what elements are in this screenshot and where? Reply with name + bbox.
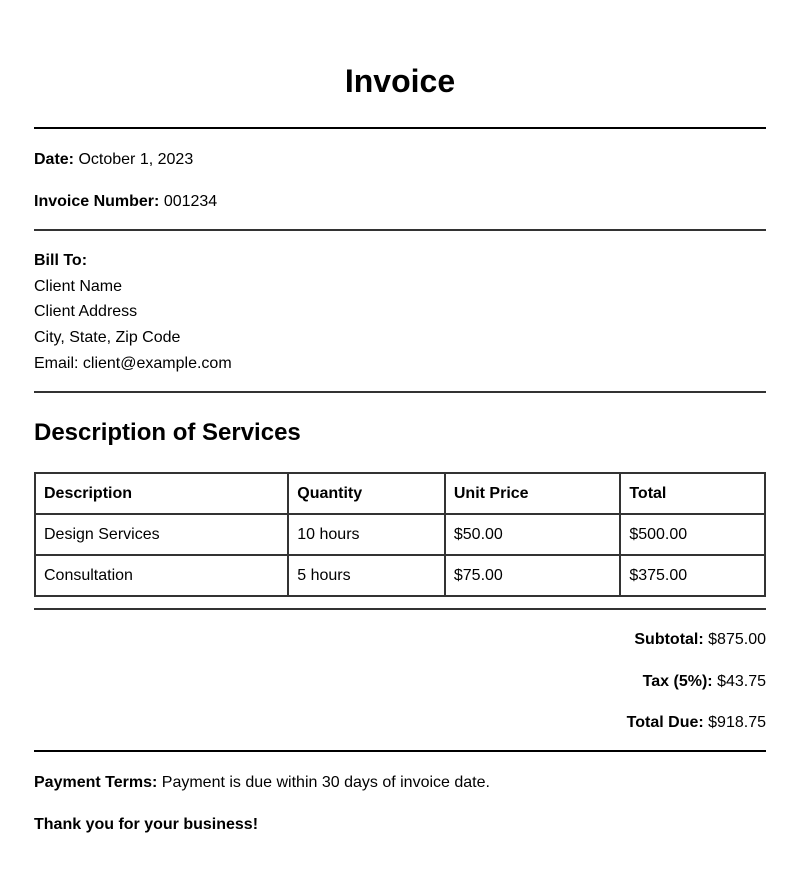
invoice-number-label: Invoice Number: [34, 193, 160, 210]
services-heading: Description of Services [34, 419, 301, 446]
bill-to-heading: Bill To: [34, 252, 88, 269]
tax-value: $43.75 [717, 673, 766, 690]
cell-quantity: 10 hours [288, 514, 445, 555]
divider [34, 229, 766, 231]
table-row [35, 514, 765, 555]
invoice-number-value: 001234 [163, 193, 218, 210]
table-row [35, 555, 765, 596]
table-header-row [35, 473, 765, 514]
column-header-unit-price: Unit Price [445, 473, 620, 514]
divider [34, 750, 766, 752]
column-header-quantity: Quantity [288, 473, 445, 514]
subtotal-line [634, 630, 766, 650]
client-email: Email: client@example.com [34, 355, 232, 372]
payment-terms-label: Payment Terms: [34, 774, 158, 791]
total-due-line [627, 713, 766, 733]
cell-description: Design Services [35, 514, 288, 555]
bill-to-label [34, 251, 87, 271]
cell-quantity: 5 hours [288, 555, 445, 596]
cell-unit-price: $75.00 [445, 555, 620, 596]
tax-label: Tax (5%): [642, 673, 713, 690]
invoice-number [34, 192, 217, 212]
subtotal-value: $875.00 [708, 631, 766, 648]
subtotal-label: Subtotal: [634, 631, 704, 648]
total-due-value: $918.75 [708, 714, 766, 731]
date-label: Date: [34, 151, 75, 168]
client-name: Client Name [34, 278, 123, 295]
payment-terms [34, 773, 490, 793]
invoice-date [34, 150, 193, 170]
client-city: City, State, Zip Code [34, 329, 181, 346]
divider [34, 608, 766, 610]
thank-you-note: Thank you for your business! [34, 816, 259, 833]
cell-description: Consultation [35, 555, 288, 596]
cell-total: $375.00 [620, 555, 765, 596]
tax-line [643, 672, 766, 692]
invoice-title: Invoice [344, 63, 456, 99]
divider [34, 127, 766, 129]
column-header-total: Total [620, 473, 765, 514]
column-header-description: Description [35, 473, 288, 514]
payment-terms-value: Payment is due within 30 days of invoice date. [161, 774, 490, 791]
date-value: October 1, 2023 [78, 151, 194, 168]
services-table [34, 472, 766, 597]
cell-total: $500.00 [620, 514, 765, 555]
cell-unit-price: $50.00 [445, 514, 620, 555]
client-address: Client Address [34, 303, 138, 320]
total-due-label: Total Due: [626, 714, 704, 731]
divider [34, 391, 766, 393]
